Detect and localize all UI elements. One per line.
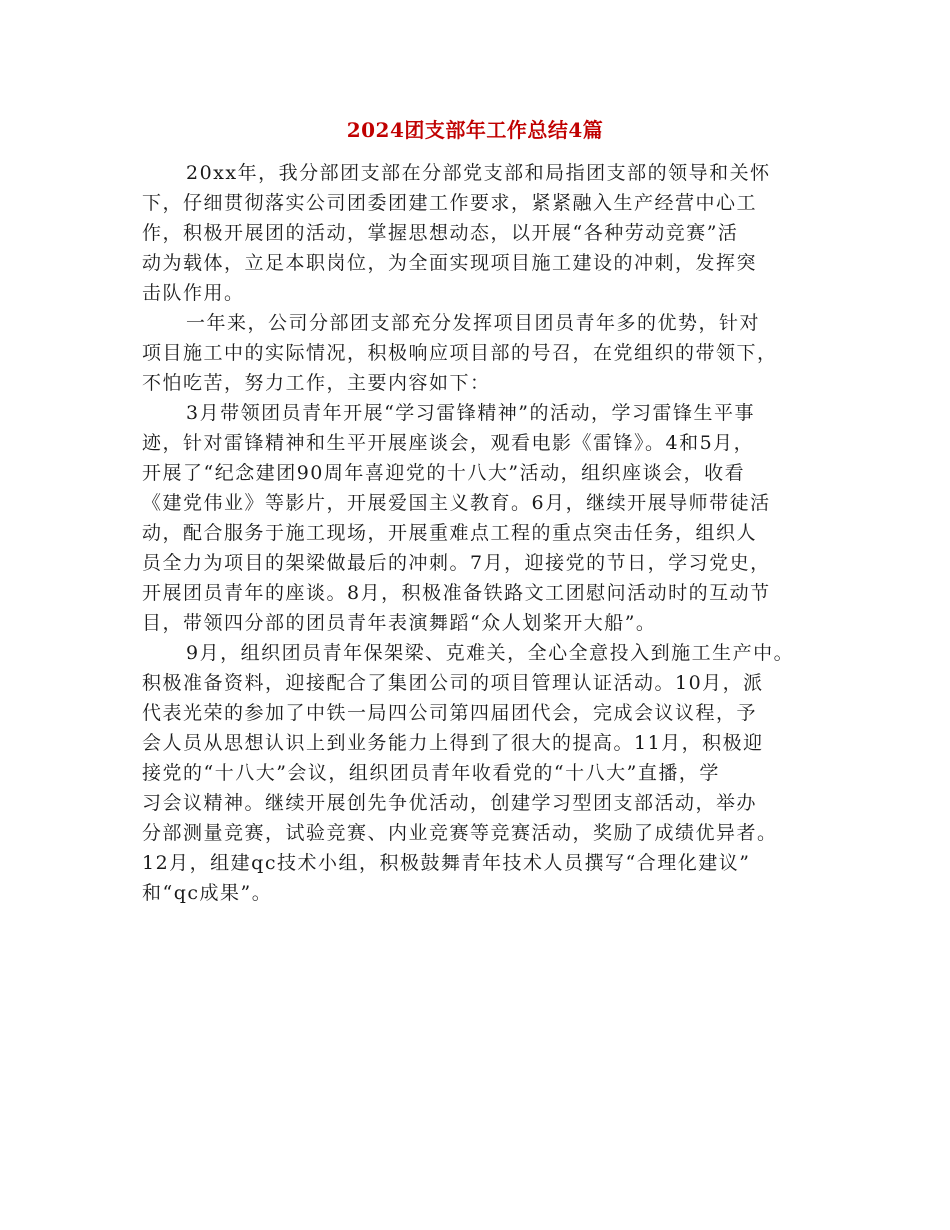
paragraph-line: 动为载体，立足本职岗位，为全面实现项目施工建设的冲刺，发挥突 <box>142 252 758 274</box>
paragraph-line: 一年来，公司分部团支部充分发挥项目团员青年多的优势，针对 <box>186 312 761 334</box>
paragraph-2 <box>142 308 850 398</box>
paragraph-line: 目，带领四分部的团员青年表演舞蹈“众人划桨开大船”。 <box>142 612 657 634</box>
paragraph-line: 20xx年，我分部团支部在分部党支部和局指团支部的领导和关怀 <box>186 162 771 184</box>
paragraph-line: 迹，针对雷锋精神和生平开展座谈会，观看电影《雷锋》。4和5月， <box>142 432 755 454</box>
paragraph-line: 动，配合服务于施工现场，开展重难点工程的重点突击任务，组织人 <box>142 522 758 544</box>
paragraph-line: 《建党伟业》等影片，开展爱国主义教育。6月，继续开展导师带徒活 <box>142 492 771 514</box>
paragraph-line: 习会议精神。继续开展创先争优活动，创建学习型团支部活动，举办 <box>142 792 758 814</box>
paragraph-line: 员全力为项目的架梁做最后的冲刺。7月，迎接党的节日，学习党史， <box>142 552 771 574</box>
paragraph-line: 击队作用。 <box>142 282 245 304</box>
document-body <box>142 158 850 908</box>
paragraph-1 <box>142 158 850 308</box>
paragraph-line: 下，仔细贯彻落实公司团委团建工作要求，紧紧融入生产经营中心工 <box>142 192 758 214</box>
document-title: 2024团支部年工作总结4篇 <box>346 118 604 142</box>
paragraph-line: 作，积极开展团的活动，掌握思想动态，以开展“各种劳动竞赛”活 <box>142 222 739 244</box>
paragraph-line: 接党的“十八大”会议，组织团员青年收看党的“十八大”直播，学 <box>142 762 720 784</box>
paragraph-line: 开展了“纪念建团90周年喜迎党的十八大”活动，组织座谈会，收看 <box>142 462 746 484</box>
paragraph-line: 代表光荣的参加了中铁一局四公司第四届团代会，完成会议议程，予 <box>142 702 758 724</box>
paragraph-line: 会人员从思想认识上到业务能力上得到了很大的提高。11月，积极迎 <box>142 732 764 754</box>
paragraph-line: 积极准备资料，迎接配合了集团公司的项目管理认证活动。10月，派 <box>142 672 764 694</box>
paragraph-4 <box>142 638 850 908</box>
paragraph-line: 不怕吃苦，努力工作，主要内容如下： <box>142 372 491 394</box>
paragraph-line: 开展团员青年的座谈。8月，积极准备铁路文工团慰问活动时的互动节 <box>142 582 771 604</box>
paragraph-line: 分部测量竞赛，试验竞赛、内业竞赛等竞赛活动，奖励了成绩优异者。 <box>142 822 778 844</box>
paragraph-3 <box>142 398 850 638</box>
paragraph-line: 9月，组织团员青年保架梁、克难关，全心全意投入到施工生产中。 <box>186 642 795 664</box>
paragraph-line: 12月，组建qc技术小组，积极鼓舞青年技术人员撰写“合理化建议” <box>142 852 751 874</box>
paragraph-line: 和“qc成果”。 <box>142 882 273 904</box>
paragraph-line: 3月带领团员青年开展“学习雷锋精神”的活动，学习雷锋生平事 <box>186 402 756 424</box>
paragraph-line: 项目施工中的实际情况，积极响应项目部的号召，在党组织的带领下， <box>142 342 778 364</box>
